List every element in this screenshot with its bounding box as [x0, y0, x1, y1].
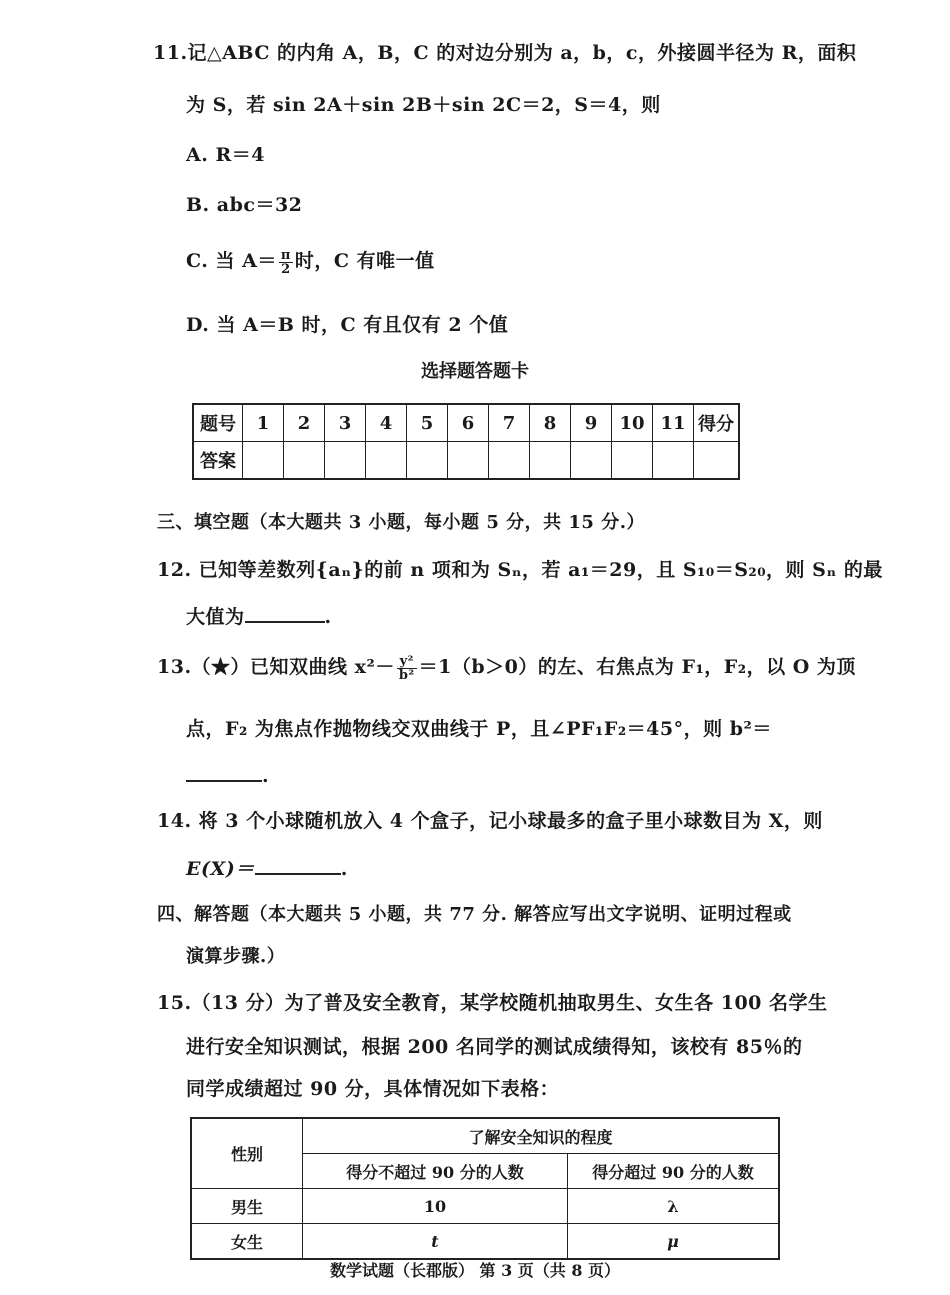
low-score-cell: t: [303, 1224, 568, 1260]
q13-line3-end: .: [262, 765, 270, 787]
answer-cell[interactable]: [653, 442, 694, 480]
q12-line1: 12. 已知等差数列{aₙ}的前 n 项和为 Sₙ，若 a₁＝29，且 S₁₀＝S₂₀，则 Sₙ 的最: [157, 559, 883, 581]
row-label-number: 题号: [193, 404, 243, 442]
q14-line2-end: .: [340, 858, 348, 880]
q12-line2-text: 大值为: [186, 606, 245, 628]
fraction-numerator: π: [280, 247, 291, 263]
gender-header: 性别: [191, 1118, 303, 1189]
q12-line2-end: .: [324, 606, 332, 628]
q14-answer-blank[interactable]: [255, 855, 341, 875]
q14-line1: 14. 将 3 个小球随机放入 4 个盒子，记小球最多的盒子里小球数目为 X，则: [157, 810, 823, 832]
section-4-heading-line2: 演算步骤.）: [186, 946, 286, 967]
safety-knowledge-table: [190, 1117, 780, 1260]
question-number-cell: 10: [612, 404, 653, 442]
section-3-heading: 三、填空题（本大题共 3 小题，每小题 5 分，共 15 分.）: [157, 512, 645, 533]
answer-card-number-row: [193, 404, 739, 442]
pi-over-2-fraction: [279, 249, 293, 276]
q11-option-a: A. R＝4: [186, 144, 265, 166]
question-number-cell: 5: [407, 404, 448, 442]
answer-cell[interactable]: [243, 442, 284, 480]
question-number-cell: 4: [366, 404, 407, 442]
section-4-heading-line1: 四、解答题（本大题共 5 小题，共 77 分. 解答应写出文字说明、证明过程或: [157, 904, 792, 925]
fraction-numerator: y²: [397, 655, 417, 669]
question-number-cell: 2: [284, 404, 325, 442]
answer-cell[interactable]: [530, 442, 571, 480]
answer-cell[interactable]: [407, 442, 448, 480]
answer-cell[interactable]: [571, 442, 612, 480]
question-number-cell: 7: [489, 404, 530, 442]
question-number-cell: 6: [448, 404, 489, 442]
question-number-cell: 8: [530, 404, 571, 442]
q13-line3: [186, 762, 269, 787]
q11-option-d: D. 当 A＝B 时，C 有且仅有 2 个值: [186, 314, 509, 336]
score-label-cell: 得分: [694, 404, 740, 442]
q15-line1: 15.（13 分）为了普及安全教育，某学校随机抽取男生、女生各 100 名学生: [157, 992, 828, 1014]
high-score-header: 得分超过 90 分的人数: [568, 1154, 780, 1189]
answer-card-title: 选择题答题卡: [421, 361, 529, 382]
q11-option-c-post: 时，C 有唯一值: [294, 250, 435, 272]
q13-line2: 点，F₂ 为焦点作抛物线交双曲线于 P，且∠PF₁F₂＝45°，则 b²＝: [186, 718, 772, 740]
high-score-cell: μ: [568, 1224, 780, 1260]
question-number-cell: 1: [243, 404, 284, 442]
answer-cell[interactable]: [448, 442, 489, 480]
q11-stem-line1: 11.记△ABC 的内角 A，B，C 的对边分别为 a，b，c，外接圆半径为 R，面积: [153, 42, 857, 64]
q13-line1-post: ＝1（b＞0）的左、右焦点为 F₁，F₂，以 O 为顶: [418, 656, 856, 678]
q14-line2: [186, 854, 348, 881]
answer-cell[interactable]: [366, 442, 407, 480]
fraction-denominator: b²: [398, 667, 415, 683]
gender-cell: 女生: [191, 1224, 303, 1260]
gender-cell: 男生: [191, 1189, 303, 1224]
q15-line2: 进行安全知识测试，根据 200 名同学的测试成绩得知，该校有 85％的: [186, 1036, 803, 1058]
answer-cell[interactable]: [612, 442, 653, 480]
y2-over-b2-fraction: [397, 655, 417, 682]
q15-line3: 同学成绩超过 90 分，具体情况如下表格：: [186, 1078, 560, 1100]
question-number-cell: 3: [325, 404, 366, 442]
low-score-header: 得分不超过 90 分的人数: [303, 1154, 568, 1189]
page-footer: 数学试题（长郡版） 第 3 页（共 8 页）: [329, 1261, 621, 1280]
answer-cell[interactable]: [489, 442, 530, 480]
question-number-cell: 11: [653, 404, 694, 442]
answer-card-table: [192, 403, 740, 480]
q11-stem-line2: 为 S，若 sin 2A＋sin 2B＋sin 2C＝2，S＝4，则: [186, 94, 661, 116]
table-row: [191, 1189, 779, 1224]
score-cell[interactable]: [694, 442, 740, 480]
high-score-cell: λ: [568, 1189, 780, 1224]
q11-option-c-pre: C. 当 A＝: [186, 250, 277, 272]
table-row: [191, 1224, 779, 1260]
q14-line2-text: E(X)＝: [186, 858, 255, 880]
q13-line1-pre: 13.（★）已知双曲线 x²－: [157, 656, 395, 678]
question-number-cell: 9: [571, 404, 612, 442]
q13-answer-blank[interactable]: [186, 762, 262, 782]
q12-answer-blank[interactable]: [245, 603, 325, 623]
knowledge-level-header: 了解安全知识的程度: [303, 1118, 780, 1154]
low-score-cell: 10: [303, 1189, 568, 1224]
q12-line2: [186, 602, 332, 629]
answer-cell[interactable]: [325, 442, 366, 480]
answer-cell[interactable]: [284, 442, 325, 480]
row-label-answer: 答案: [193, 442, 243, 480]
fraction-denominator: 2: [281, 261, 291, 277]
stats-header-row-1: [191, 1118, 779, 1154]
q13-line1: [157, 652, 856, 682]
q11-option-b: B. abc＝32: [186, 194, 303, 216]
answer-card-answer-row: [193, 442, 739, 480]
q11-option-c: [186, 246, 435, 276]
